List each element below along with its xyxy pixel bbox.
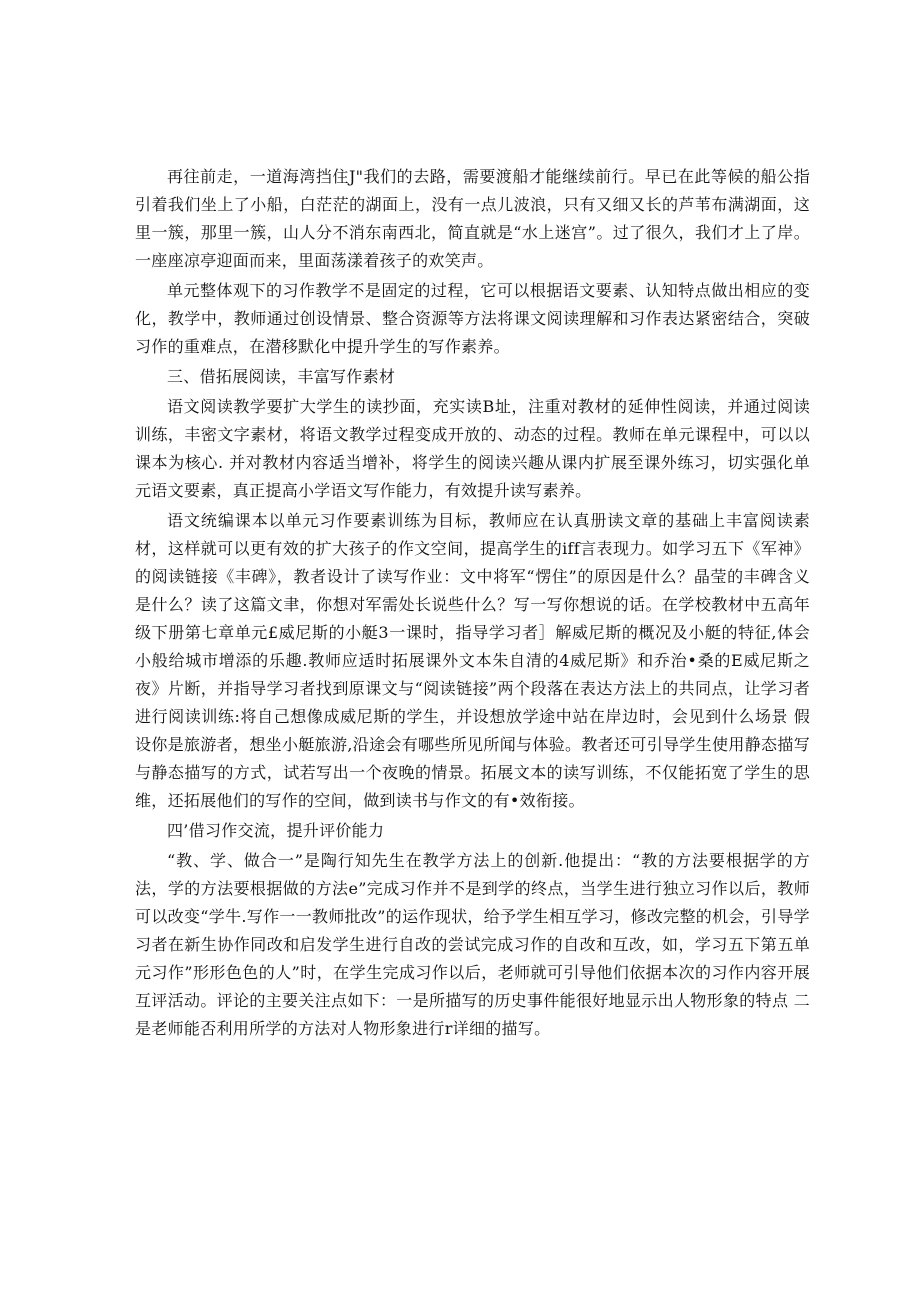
paragraph-ferry-narrative: 再往前走，一道海湾挡住J"我们的去路，需要渡船才能继续前行。早已在此等候的船公指引着我们坐上了小船，白茫茫的湖面上，没有一点儿波浪，只有又细又长的芦苇布满湖面，这里一簇，那里一簇，山人分不消东南西北，简直就是“水上迷宫”。过了很久，我们才上了岸。一座座凉亭迎面而来，里面荡漾着孩子的欢笑声。 bbox=[135, 167, 810, 270]
section-heading-4: 四’借习作交流，提升评价能力 bbox=[167, 821, 385, 840]
paragraph-peer-review: “教、学、做合一”是陶行知先生在教学方法上的创新.他提出：“教的方法要根据学的方法，学的方法要根据做的方法e”完成习作并不是到学的终点，当学生进行独立习作以后，教师可以改变“学牛.写作一一教师批改”的运作现状，给予学生相互学习，修改完整的机会，引导学习者在新生协作同改和启发学生进行自改的尝试完成习作的自改和互改，如，学习五下第五单元习作”形形色色的人”时，在学生完成习作以后，老师就可引导他们依据本次的习作内容开展互评活动。评论的主要关注点如下：一是所描写的历史事件能很好地显示出人物形象的特点 二是老师能否利用所学的方法对人物形象进行r详细的描写。 bbox=[135, 851, 810, 1038]
paragraph-unit-writing: 单元整体观下的习作教学不是固定的过程，它可以根据语文要素、认知特点做出相应的变化，教学中，教师通过创设情景、整合资源等方法将课文阅读理解和习作表达紧密结合，突破习作的重难点，在潜移默化中提升学生的写作素养。 bbox=[135, 281, 810, 356]
paragraph-venice-example: 语文统编课本以单元习作要素训练为目标，教师应在认真册读文章的基础上丰富阅读素材，这样就可以更有效的扩大孩子的作文空间，提高学生的iff言表现力。如学习五下《军神》的阅读链接《丰碑》，教者设计了读写作业：文中将军“愣住”的原因是什么？晶莹的丰碑含义是什么？读了这篇文聿，你想对军需处长说些什么？写一写你想说的话。在学校教材中五高年级下册第七章单元£威尼斯的小艇3一课时，指导学习者］解威尼斯的概况及小艇的特征,体会小般给城市增添的乐趣.教师应适时拓展课外文本朱自清的4威尼斯》和乔治•桑的E威尼斯之夜》片断，并指导学习者找到原课文与“阅读链接”两个段落在表达方法上的共同点，让学习者进行阅读训练:将自己想像成威尼斯的学生，并设想放学途中站在岸边时，会见到什么场景 假设你是旅游者，想坐小艇旅游,沿途会有哪些所见所闻与体验。教者还可引导学生使用静态描写与静态描写的方式，试若写出一个夜晚的情景。拓展文本的读写训练，不仅能拓宽了学生的思维，还拓展他们的写作的空间，做到读书与作文的有•效衔接。 bbox=[135, 511, 810, 810]
section-heading-3: 三、借拓展阅读，丰富写作素材 bbox=[167, 367, 396, 386]
paragraph-reading-expansion: 语文阅读教学要扩大学生的读抄面，充实读B址，注重对教材的延伸性阅读，并通过阅读训练，丰密文字素材，将语文教学过程变成开放的、动态的过程。教师在单元课程中，可以以课本为核心. 并对教材内容适当增补，将学生的阅读兴趣从课内扩展至课外练习，切实强化单元语文要素，真正提高小学语文写作能力，有效提升读写素养。 bbox=[135, 397, 810, 500]
document-page bbox=[135, 163, 810, 1045]
